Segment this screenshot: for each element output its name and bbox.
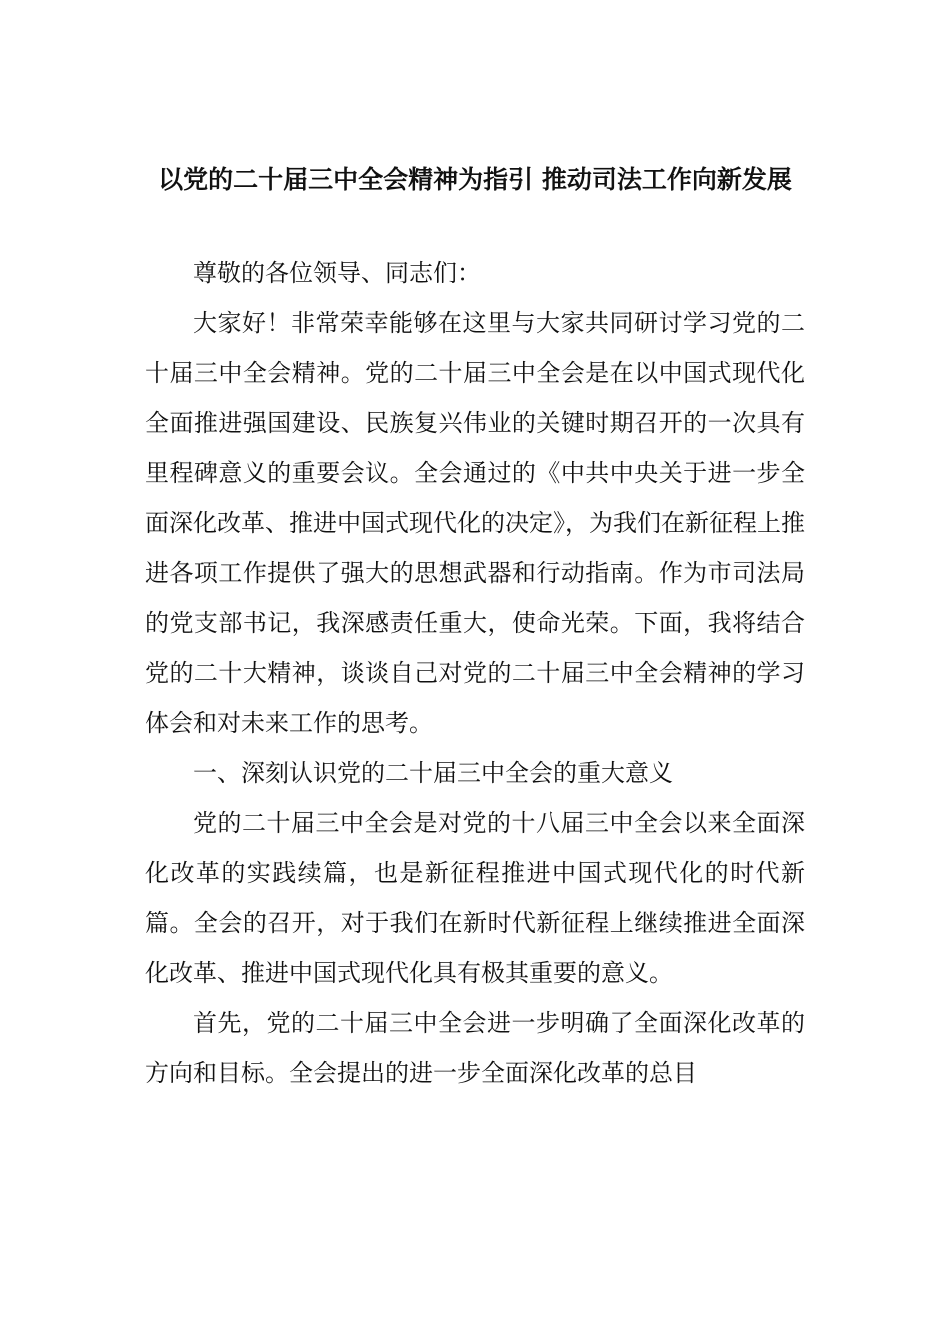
document-body: [145, 248, 805, 1098]
body-paragraph: 首先，党的二十届三中全会进一步明确了全面深化改革的方向和目标。全会提出的进一步全面深化改革的总目: [145, 1009, 805, 1087]
body-paragraph: 党的二十届三中全会是对党的十八届三中全会以来全面深化改革的实践续篇，也是新征程推进中国式现代化的时代新篇。全会的召开，对于我们在新时代新征程上继续推进全面深化改革、推进中国式现代化具有极其重要的意义。: [145, 809, 805, 987]
intro-paragraph: 大家好！非常荣幸能够在这里与大家共同研讨学习党的二十届三中全会精神。党的二十届三中全会是在以中国式现代化全面推进强国建设、民族复兴伟业的关键时期召开的一次具有里程碑意义的重要会议。全会通过的《中共中央关于进一步全面深化改革、推进中国式现代化的决定》，为我们在新征程上推进各项工作提供了强大的思想武器和行动指南。作为市司法局的党支部书记，我深感责任重大，使命光荣。下面，我将结合党的二十大精神，谈谈自己对党的二十届三中全会精神的学习体会和对未来工作的思考。: [145, 309, 805, 737]
section-heading: 一、深刻认识党的二十届三中全会的重大意义: [193, 759, 673, 787]
document-title: 以党的二十届三中全会精神为指引 推动司法工作向新发展: [158, 165, 792, 194]
salutation-paragraph: 尊敬的各位领导、同志们：: [193, 259, 481, 287]
